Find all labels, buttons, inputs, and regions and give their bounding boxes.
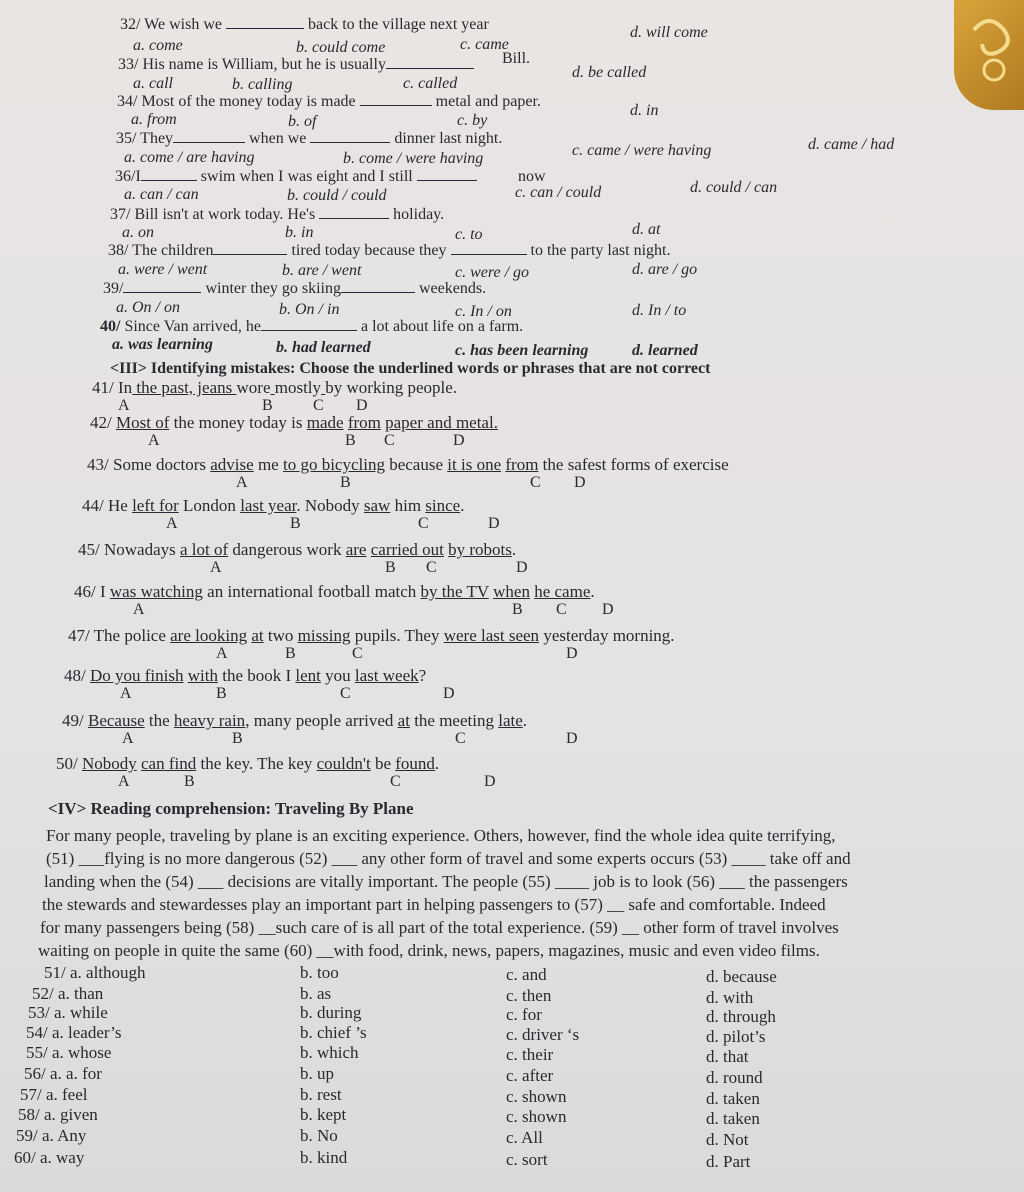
question-text: tired today because they [291, 242, 447, 259]
sentence-text: . [522, 711, 528, 730]
sentence-text: by [325, 378, 343, 397]
sentence-text: working people. [342, 378, 458, 397]
mistake-question-49 [62, 711, 527, 731]
sentence-text: I [99, 582, 110, 601]
question-number: 40/ [100, 318, 121, 335]
underlined-phrase[interactable]: it is one [447, 455, 502, 474]
question-number: 32/ [120, 16, 141, 33]
sentence-text: London [178, 496, 241, 515]
mistake-question-43 [87, 455, 729, 475]
question-number: 42/ [90, 413, 116, 432]
question-number: 45/ [78, 540, 104, 559]
underlined-phrase[interactable]: at [397, 711, 410, 730]
sentence-text: me [253, 455, 283, 474]
underlined-phrase[interactable]: from [505, 455, 539, 474]
option-a: a. was learning [112, 336, 213, 353]
option-d: d. came / had [808, 136, 895, 153]
answer-51-option-d[interactable]: d. because [706, 967, 777, 986]
question-number: 48/ [64, 666, 90, 685]
underlined-phrase[interactable]: are [345, 540, 367, 559]
option-d: d. be called [572, 64, 647, 81]
passage-line: for many passengers being (58) __such care of is all part of the total experience. (59) __ other form of travel involves [40, 918, 839, 937]
underlined-phrase[interactable]: late [498, 711, 523, 730]
sentence-text: two [263, 626, 298, 645]
option-c: c. by [457, 112, 488, 129]
question-33 [118, 56, 474, 74]
sentence-text: . [511, 540, 517, 559]
answer-blank [226, 28, 304, 29]
option-a: a. call [133, 75, 173, 92]
answer-55-option-a[interactable]: 55/ a. whose [26, 1043, 112, 1062]
answer-51-option-c[interactable]: c. and [506, 965, 547, 984]
question-text: His name is William, but he is usually [142, 56, 386, 73]
underlined-phrase[interactable]: he came [534, 582, 591, 601]
underlined-phrase[interactable]: last week [354, 666, 419, 685]
sentence-text: because [384, 455, 448, 474]
option-a: a. on [122, 224, 154, 241]
underlined-phrase[interactable]: lent [295, 666, 321, 685]
choice-letter-b: B [262, 397, 273, 414]
decorative-corner [954, 0, 1024, 110]
option-c: c. came [460, 36, 509, 53]
underlined-phrase[interactable]: missing [297, 626, 351, 645]
answer-60-option-b[interactable]: b. kind [300, 1148, 348, 1167]
answer-54-option-a[interactable]: 54/ a. leader’s [26, 1023, 122, 1042]
mistake-question-41 [92, 378, 457, 398]
underlined-phrase[interactable]: by robots [448, 540, 512, 559]
choice-letter-d: D [488, 515, 500, 532]
sentence-text: In [117, 378, 133, 397]
choice-letter-c: C [340, 685, 351, 702]
question-text: swim when I was eight and I still [200, 168, 413, 185]
answer-58-option-b[interactable]: b. kept [300, 1105, 347, 1124]
question-text: I [135, 168, 141, 185]
answer-blank [360, 105, 432, 106]
underlined-phrase[interactable]: found [395, 754, 435, 773]
underlined-phrase[interactable]: made [306, 413, 344, 432]
underlined-phrase[interactable]: from [347, 413, 381, 432]
option-b: b. calling [232, 76, 293, 93]
question-text: Most of the money today is made [141, 93, 356, 110]
answer-58-option-a[interactable]: 58/ a. given [18, 1105, 98, 1124]
choice-letter-b: B [184, 773, 195, 790]
question-number: 46/ [74, 582, 100, 601]
sentence-text: . Nobody [296, 496, 364, 515]
sentence-text: . [460, 496, 465, 515]
answer-blank [386, 68, 474, 69]
mistake-question-50 [56, 754, 439, 774]
answer-56-option-d[interactable]: d. round [706, 1068, 763, 1087]
mistake-question-46 [74, 582, 595, 602]
question-35 [116, 130, 502, 148]
option-b: b. of [288, 113, 317, 130]
question-number: 43/ [87, 455, 113, 474]
choice-letter-c: C [352, 645, 363, 662]
mistake-question-42 [90, 413, 498, 433]
question-32 [120, 16, 489, 34]
choice-letter-c: C [390, 773, 401, 790]
choice-letter-a: A [166, 515, 178, 532]
choice-letter-a: A [120, 685, 132, 702]
question-number: 36/ [115, 168, 136, 185]
answer-blank [173, 142, 245, 143]
sentence-text: Some doctors [112, 455, 211, 474]
answer-60-option-d[interactable]: d. Part [706, 1152, 751, 1171]
option-c: c. can / could [515, 184, 602, 201]
answer-53-option-c[interactable]: c. for [506, 1005, 542, 1024]
question-number: 38/ [108, 242, 129, 259]
option-a: a. can / can [124, 186, 199, 203]
choice-letter-b: B [345, 432, 356, 449]
sentence-text: He [107, 496, 133, 515]
choice-letter-d: D [602, 601, 614, 618]
option-b: b. On / in [279, 301, 340, 318]
choice-letter-c: C [455, 730, 466, 747]
answer-52-option-a[interactable]: 52/ a. than [32, 984, 104, 1003]
option-c: c. has been learning [455, 342, 589, 359]
underlined-phrase[interactable]: Most of [115, 413, 170, 432]
question-text: holiday. [393, 206, 445, 223]
answer-60-option-a[interactable]: 60/ a. way [14, 1148, 85, 1167]
answer-blank [261, 330, 357, 331]
question-text: Since Van arrived, he [124, 318, 261, 335]
answer-52-option-b[interactable]: b. as [300, 984, 332, 1003]
choice-letter-d: D [574, 474, 586, 491]
choice-letter-c: C [556, 601, 567, 618]
sentence-text: , many people arrived [245, 711, 398, 730]
option-a: a. from [131, 111, 177, 128]
choice-letter-c: C [418, 515, 429, 532]
passage-line: (51) ___flying is no more dangerous (52) ___ any other form of travel and some experts occurs (53) ____ take off and [46, 849, 851, 868]
question-text: We wish we [144, 16, 222, 33]
question-number: 34/ [117, 93, 138, 110]
underlined-phrase[interactable]: by the TV [420, 582, 489, 601]
underlined-phrase[interactable]: with [187, 666, 218, 685]
answer-58-option-c[interactable]: c. shown [506, 1107, 567, 1126]
underlined-phrase[interactable]: was watching [109, 582, 203, 601]
sentence-text: The police [93, 626, 171, 645]
answer-52-option-d[interactable]: d. with [706, 988, 754, 1007]
option-b: b. had learned [276, 339, 371, 356]
mistake-question-48 [64, 666, 426, 686]
question-number: 39/ [103, 280, 124, 297]
choice-letter-a: A [210, 559, 222, 576]
question-text: Bill isn't at work today. He's [134, 206, 316, 223]
sentence-text: wore [236, 378, 271, 397]
answer-60-option-c[interactable]: c. sort [506, 1150, 548, 1169]
question-text: now [518, 168, 546, 185]
underlined-phrase[interactable]: to go bicycling [282, 455, 385, 474]
passage-line: the stewards and stewardesses play an important part in helping passengers to (57) __ safe and comfortable. Indeed [42, 895, 826, 914]
underlined-phrase[interactable]: at [251, 626, 264, 645]
underlined-phrase[interactable]: advise [210, 455, 254, 474]
answer-53-option-b[interactable]: b. during [300, 1003, 362, 1022]
question-text: back to the village next year [307, 16, 489, 33]
option-a: a. were / went [118, 261, 208, 278]
question-text: dinner last night. [394, 130, 503, 147]
option-a: a. come / are having [124, 149, 255, 166]
answer-56-option-b[interactable]: b. up [300, 1064, 334, 1083]
sentence-text: the key. The key [196, 754, 317, 773]
mistake-question-47 [68, 626, 675, 646]
choice-letter-b: B [385, 559, 396, 576]
question-number: 37/ [110, 206, 131, 223]
sentence-text: an international football match [202, 582, 421, 601]
answer-51-option-b[interactable]: b. too [300, 963, 339, 982]
sentence-text: the safest forms of exercise [538, 455, 729, 474]
answer-blank [341, 292, 415, 293]
question-37 [110, 206, 444, 224]
underlined-phrase[interactable]: last year [240, 496, 297, 515]
section-iv-heading: <IV> Reading comprehension: Traveling By Plane [48, 799, 414, 818]
answer-blank [451, 254, 527, 255]
choice-letter-d: D [453, 432, 465, 449]
sentence-text: pupils. They [350, 626, 444, 645]
question-text: weekends. [419, 280, 487, 297]
question-38 [108, 242, 671, 260]
question-40 [100, 318, 523, 336]
sentence-text: the money today is [169, 413, 307, 432]
mistake-question-44 [82, 496, 464, 516]
choice-letter-a: A [122, 730, 134, 747]
underlined-phrase[interactable]: left for [132, 496, 179, 515]
answer-55-option-b[interactable]: b. which [300, 1043, 359, 1062]
answer-57-option-c[interactable]: c. shown [506, 1087, 567, 1106]
question-number: 35/ [116, 130, 137, 147]
answer-59-option-d[interactable]: d. Not [706, 1130, 749, 1149]
question-text: a lot about life on a farm. [361, 318, 524, 335]
answer-53-option-a[interactable]: 53/ a. while [28, 1003, 108, 1022]
underlined-phrase[interactable]: Nobody [81, 754, 137, 773]
question-text: The children [132, 242, 214, 259]
answer-55-option-c[interactable]: c. their [506, 1045, 554, 1064]
underlined-phrase[interactable]: can find [141, 754, 197, 773]
answer-blank [417, 180, 477, 181]
question-34 [117, 93, 541, 111]
choice-letter-c: C [530, 474, 541, 491]
answer-blank [141, 180, 197, 181]
sentence-text: ? [418, 666, 427, 685]
option-d: d. are / go [632, 261, 698, 278]
answer-56-option-a[interactable]: 56/ a. a. for [24, 1064, 102, 1083]
question-text: They [140, 130, 174, 147]
option-a: a. On / on [116, 299, 180, 316]
question-text: Bill. [502, 50, 531, 67]
underlined-phrase[interactable]: the past, jeans [132, 378, 237, 397]
option-b: b. in [285, 224, 314, 241]
answer-57-option-b[interactable]: b. rest [300, 1085, 342, 1104]
answer-52-option-c[interactable]: c. then [506, 986, 552, 1005]
choice-letter-a: A [133, 601, 145, 618]
underlined-phrase[interactable]: Because [87, 711, 145, 730]
question-number: 33/ [118, 56, 139, 73]
answer-58-option-d[interactable]: d. taken [706, 1109, 760, 1128]
answer-57-option-a[interactable]: 57/ a. feel [20, 1085, 88, 1104]
underlined-phrase[interactable]: a lot of [180, 540, 229, 559]
underlined-phrase[interactable]: carried out [370, 540, 444, 559]
underlined-phrase[interactable]: since [425, 496, 461, 515]
answer-54-option-d[interactable]: d. pilot’s [706, 1027, 766, 1046]
option-b: b. could / could [287, 187, 387, 204]
answer-blank [123, 292, 201, 293]
underlined-phrase[interactable]: were last seen [443, 626, 540, 645]
option-c: c. to [455, 226, 483, 243]
sentence-text: Nowadays [103, 540, 180, 559]
answer-59-option-b[interactable]: b. No [300, 1126, 338, 1145]
choice-letter-b: B [340, 474, 351, 491]
question-text: to the party last night. [530, 242, 671, 259]
passage-line: For many people, traveling by plane is an exciting experience. Others, however, find the whole idea quite terrifying, [46, 826, 836, 845]
answer-55-option-d[interactable]: d. that [706, 1047, 749, 1066]
choice-letter-b: B [232, 730, 243, 747]
ornament-icon [954, 0, 1024, 110]
option-b: b. could come [296, 39, 386, 56]
answer-blank [319, 218, 389, 219]
sentence-text: yesterday morning. [539, 626, 675, 645]
choice-letter-b: B [512, 601, 523, 618]
option-d: d. could / can [690, 179, 778, 196]
sentence-text: mostly [274, 378, 322, 397]
answer-59-option-a[interactable]: 59/ a. Any [16, 1126, 87, 1145]
choice-letter-b: B [290, 515, 301, 532]
choice-letter-a: A [216, 645, 228, 662]
choice-letter-d: D [356, 397, 368, 414]
answer-blank [213, 254, 287, 255]
option-d: d. learned [632, 342, 698, 359]
underlined-phrase[interactable]: when [493, 582, 530, 601]
option-a: a. come [133, 37, 183, 54]
option-c: c. came / were having [572, 142, 712, 159]
answer-blank [310, 142, 390, 143]
sentence-text: . [434, 754, 440, 773]
sentence-text: the [144, 711, 174, 730]
choice-letter-d: D [443, 685, 455, 702]
choice-letter-d: D [516, 559, 528, 576]
underlined-phrase[interactable]: paper and metal. [385, 413, 498, 432]
option-d: d. will come [630, 24, 708, 41]
choice-letter-c: C [426, 559, 437, 576]
sentence-text: the meeting [409, 711, 499, 730]
choice-letter-a: A [118, 773, 130, 790]
option-c: c. In / on [455, 303, 512, 320]
option-d: d. in [630, 102, 659, 119]
choice-letter-c: C [384, 432, 395, 449]
choice-letter-c: C [313, 397, 324, 414]
underlined-phrase[interactable]: Do you finish [89, 666, 184, 685]
answer-53-option-d[interactable]: d. through [706, 1007, 776, 1026]
sentence-text: dangerous work [228, 540, 346, 559]
question-number: 49/ [62, 711, 88, 730]
choice-letter-d: D [484, 773, 496, 790]
passage-line: landing when the (54) ___ decisions are vitally important. The people (55) ____ job is to look (56) ___ the passengers [44, 872, 848, 891]
choice-letter-a: A [118, 397, 130, 414]
sentence-text: him [390, 496, 426, 515]
option-c: c. were / go [455, 264, 530, 281]
section-iii-heading: <III> Identifying mistakes: Choose the underlined words or phrases that are not correct [110, 360, 711, 377]
choice-letter-a: A [236, 474, 248, 491]
option-b: b. come / were having [343, 150, 484, 167]
option-b: b. are / went [282, 262, 362, 279]
question-number: 44/ [82, 496, 108, 515]
answer-51-option-a[interactable]: 51/ a. although [44, 963, 146, 982]
underlined-phrase[interactable]: couldn't [316, 754, 371, 773]
question-text: winter they go skiing [205, 280, 341, 297]
option-d: d. at [632, 221, 661, 238]
passage-line: waiting on people in quite the same (60) __with food, drink, news, papers, magazines, music and even video films. [38, 941, 820, 960]
sentence-text: . [590, 582, 595, 601]
question-text: metal and paper. [435, 93, 541, 110]
sentence-text: you [320, 666, 355, 685]
answer-56-option-c[interactable]: c. after [506, 1066, 554, 1085]
choice-letter-d: D [566, 645, 578, 662]
choice-letter-d: D [566, 730, 578, 747]
sentence-text: the book I [217, 666, 296, 685]
question-number: 47/ [68, 626, 94, 645]
question-36 [115, 168, 477, 186]
question-number: 41/ [92, 378, 118, 397]
answer-54-option-c[interactable]: c. driver ‘s [506, 1025, 580, 1044]
sentence-text: be [370, 754, 396, 773]
underlined-phrase[interactable]: saw [363, 496, 391, 515]
question-39 [103, 280, 486, 298]
option-c: c. called [403, 75, 458, 92]
underlined-phrase[interactable]: are looking [170, 626, 248, 645]
question-number: 50/ [56, 754, 82, 773]
question-text: when we [249, 130, 307, 147]
choice-letter-b: B [216, 685, 227, 702]
choice-letter-b: B [285, 645, 296, 662]
choice-letter-a: A [148, 432, 160, 449]
option-d: d. In / to [632, 302, 687, 319]
answer-57-option-d[interactable]: d. taken [706, 1089, 760, 1108]
mistake-question-45 [78, 540, 516, 560]
answer-59-option-c[interactable]: c. All [506, 1128, 543, 1147]
answer-54-option-b[interactable]: b. chief ’s [300, 1023, 367, 1042]
underlined-phrase[interactable]: heavy rain [173, 711, 246, 730]
